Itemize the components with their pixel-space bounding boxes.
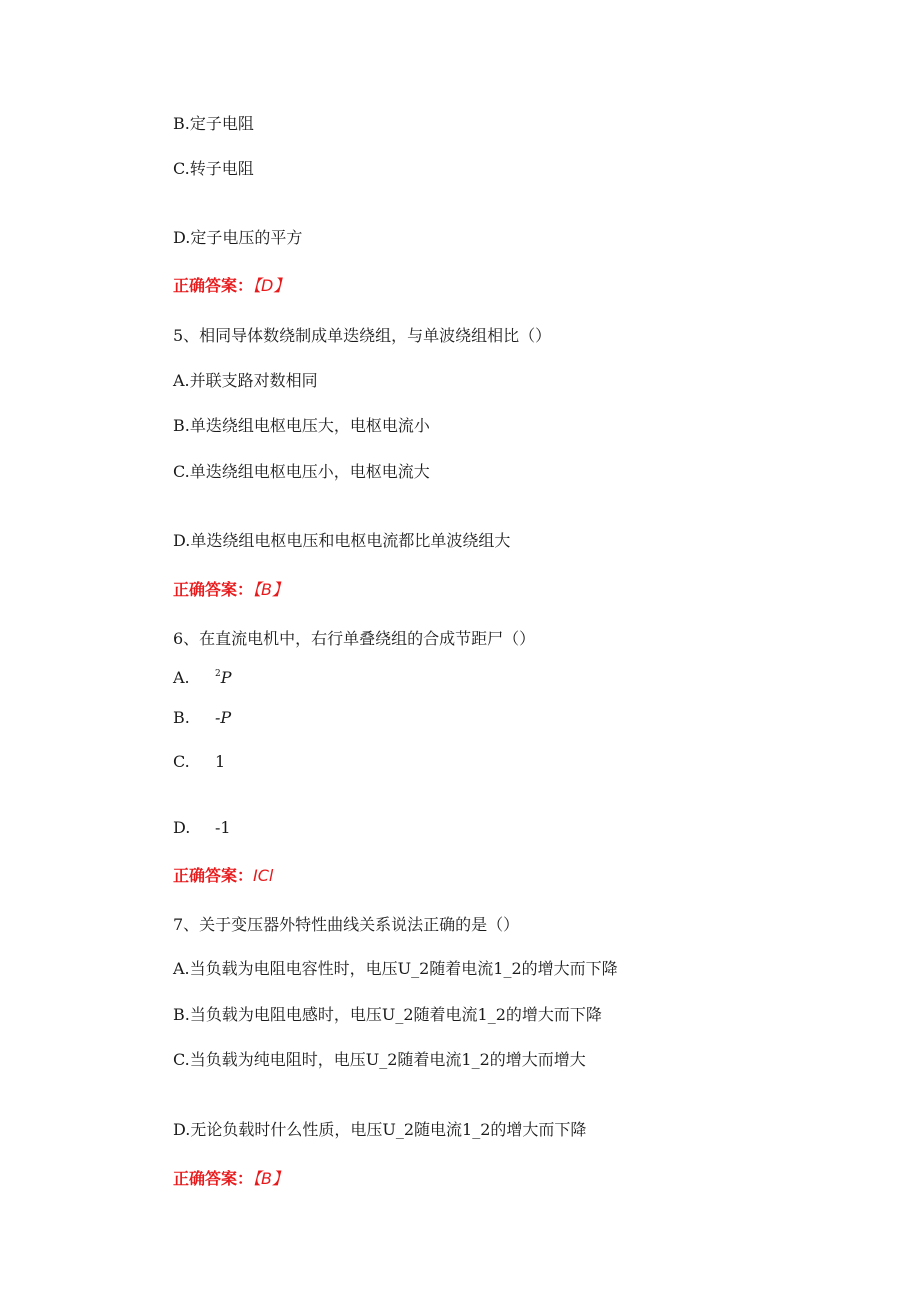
q5-option-b: B.单迭绕组电枢电压大，电枢电流小 bbox=[173, 416, 430, 435]
option-label: A. bbox=[173, 668, 190, 687]
option-c-rotor-resistance: C.转子电阻 bbox=[173, 159, 254, 178]
answer-label: 正确答案： bbox=[173, 580, 254, 599]
q5-option-d: D.单迭绕组电枢电压和电枢电流都比单波绕组大 bbox=[173, 531, 511, 550]
option-label: D. bbox=[173, 818, 191, 837]
q7-option-d: D.无论负载时什么性质，电压U_2随电流1_2的增大而下降 bbox=[173, 1120, 587, 1139]
question-7: 7、关于变压器外特性曲线关系说法正确的是（） bbox=[173, 915, 520, 934]
answer-q6 bbox=[173, 866, 273, 886]
answer-value: ICl bbox=[253, 866, 274, 885]
q5-option-a: A.并联支路对数相同 bbox=[173, 371, 318, 390]
q7-option-c: C.当负载为纯电阻时，电压U_2随着电流1_2的增大而增大 bbox=[173, 1050, 586, 1069]
q6-option-d bbox=[173, 818, 231, 838]
question-5: 5、相同导体数绕制成单迭绕组，与单波绕组相比（） bbox=[173, 326, 552, 345]
answer-value: 【B】 bbox=[253, 580, 288, 599]
answer-value: 【B】 bbox=[253, 1169, 288, 1188]
option-label: C. bbox=[173, 752, 190, 771]
answer-value: 【D】 bbox=[253, 276, 290, 295]
option-label: B. bbox=[173, 708, 190, 727]
formula bbox=[215, 668, 232, 687]
answer-block1 bbox=[173, 276, 289, 296]
formula-value: -1 bbox=[215, 818, 231, 837]
option-d-stator-voltage-squared: D.定子电压的平方 bbox=[173, 228, 303, 247]
question-6: 6、在直流电机中，右行单叠绕组的合成节距尸（） bbox=[173, 629, 536, 648]
q6-option-a bbox=[173, 664, 232, 688]
answer-label: 正确答案： bbox=[173, 866, 254, 885]
answer-label: 正确答案： bbox=[173, 1169, 254, 1188]
answer-q5 bbox=[173, 580, 288, 600]
answer-label: 正确答案： bbox=[173, 276, 254, 295]
formula-value: -P bbox=[215, 708, 232, 727]
q5-option-c: C.单迭绕组电枢电压小，电枢电流大 bbox=[173, 462, 430, 481]
formula-value: P bbox=[220, 668, 232, 687]
superscript: 2 bbox=[215, 669, 221, 679]
q7-option-b: B.当负载为电阻电感时，电压U_2随着电流1_2的增大而下降 bbox=[173, 1005, 602, 1024]
q6-option-c bbox=[173, 752, 225, 772]
formula-value: 1 bbox=[215, 752, 226, 771]
answer-q7 bbox=[173, 1169, 288, 1189]
option-b-stator-resistance: B.定子电阻 bbox=[173, 114, 254, 133]
q7-option-a: A.当负载为电阻电容性时，电压U_2随着电流1_2的增大而下降 bbox=[173, 959, 618, 978]
q6-option-b bbox=[173, 708, 231, 728]
